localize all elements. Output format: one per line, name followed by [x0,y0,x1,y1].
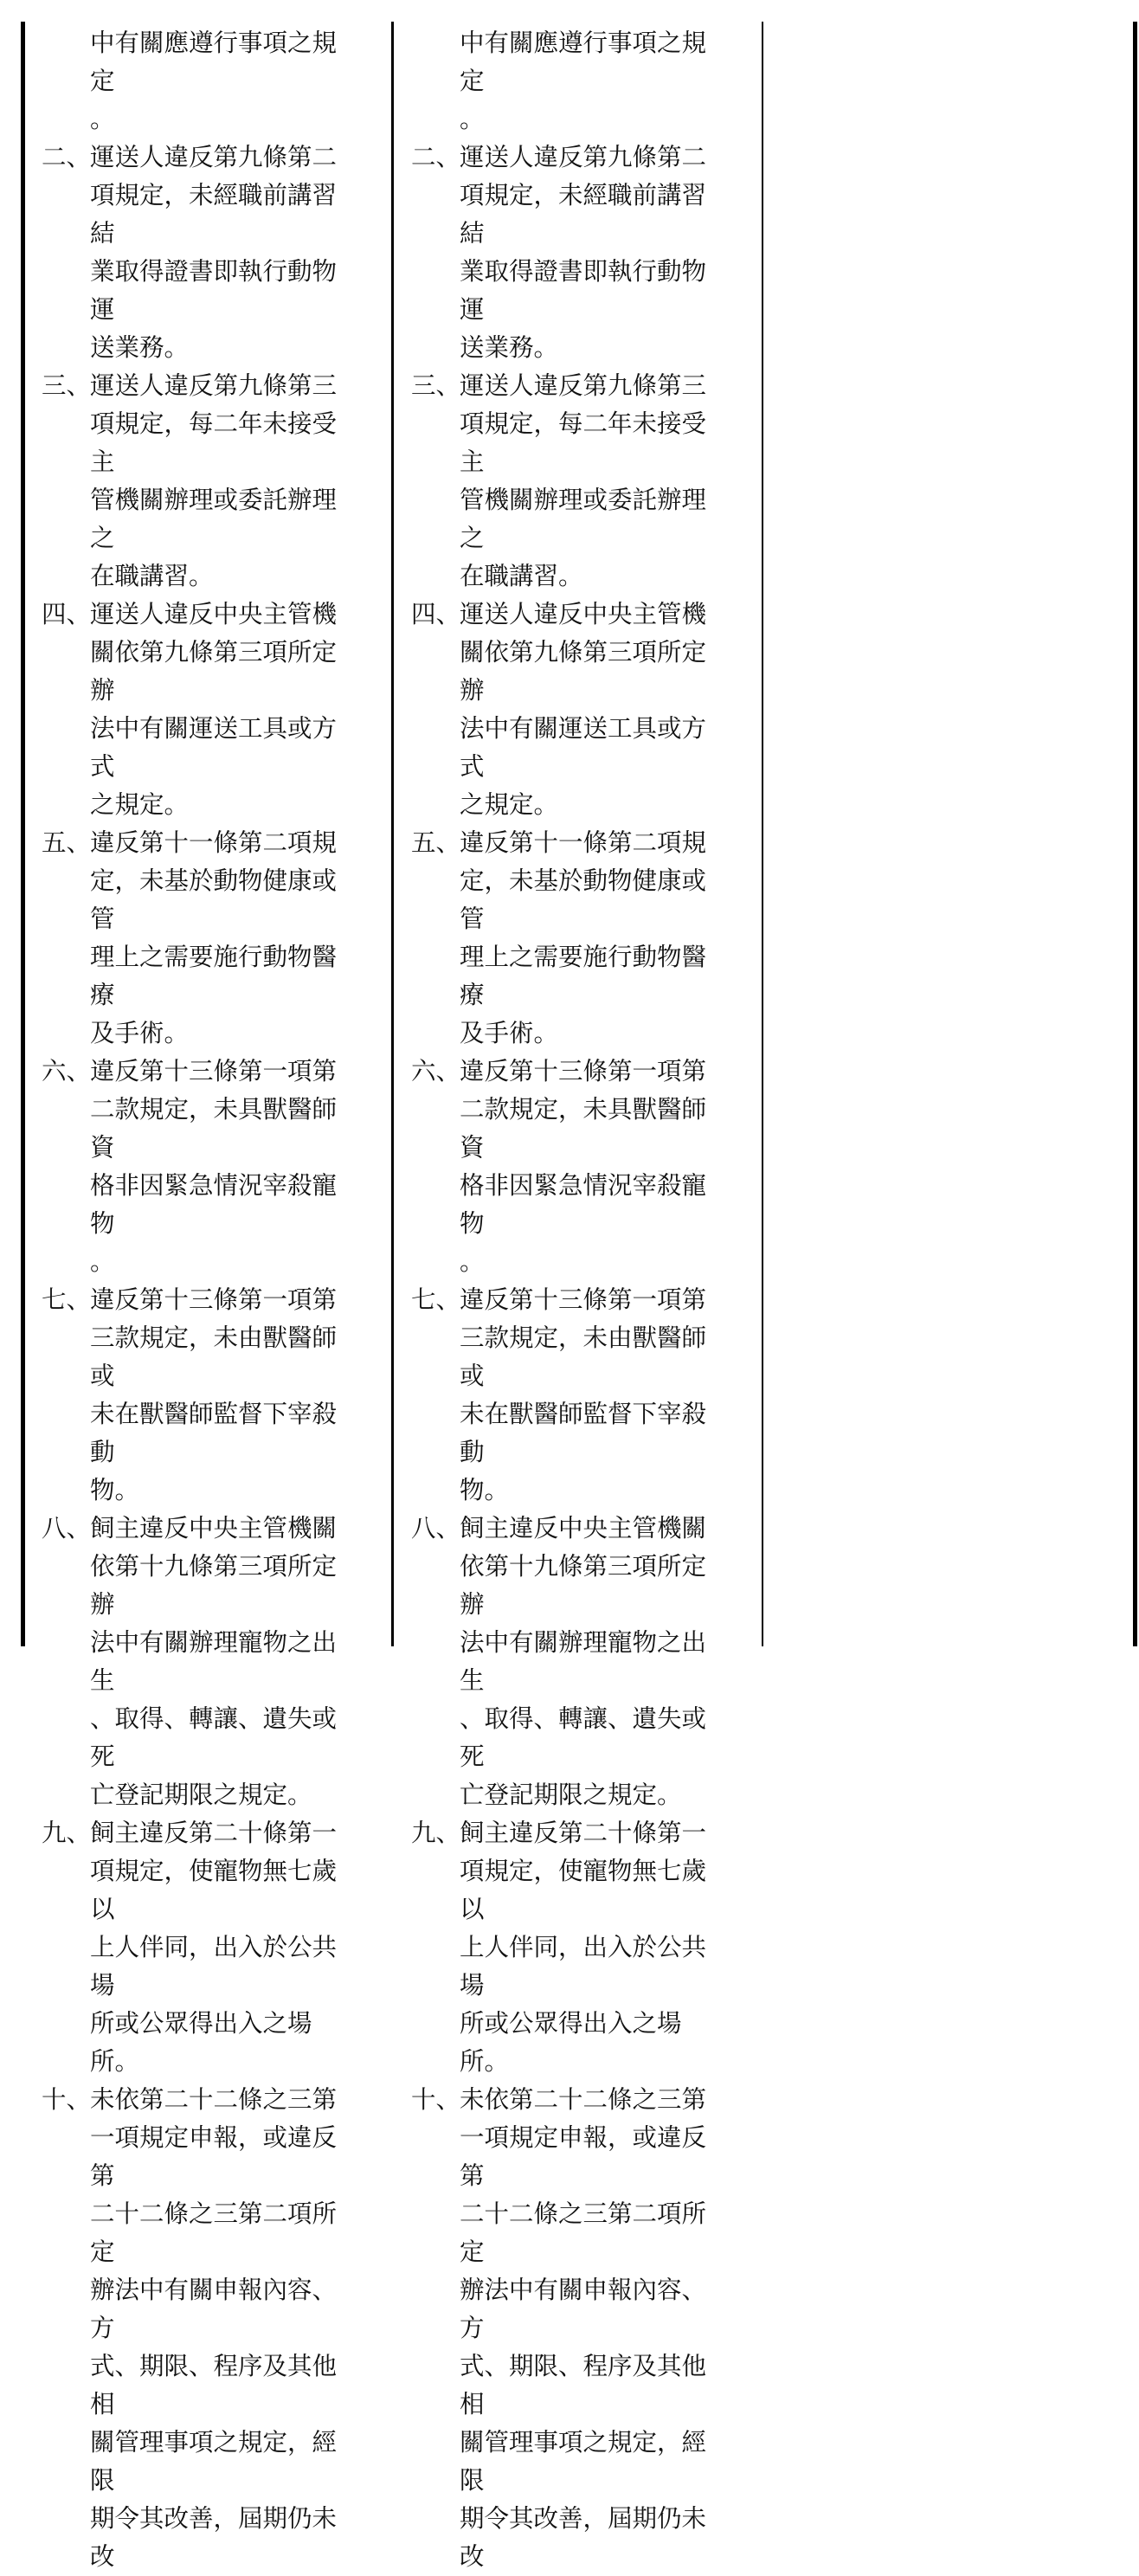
text-line: 運送人違反中央主管機 [90,600,338,628]
text-line: 項規定，使寵物無七歲以 [460,1857,707,1923]
text-line: 期令其改善，屆期仍未改 [90,2504,338,2571]
list-item [411,138,724,367]
text-line: 所或公眾得出入之場所。 [460,2009,682,2076]
text-line: 飼主違反中央主管機關 [90,1514,338,1542]
list-item [42,1053,355,1281]
list-item [42,2081,355,2576]
text-line: 違反第十三條第一項第 [90,1057,338,1085]
text-line: 違反第十三條第一項第 [90,1285,338,1314]
text-line: 二款規定，未具獸醫師資 [460,1095,707,1162]
text-line: 二款規定，未具獸醫師資 [90,1095,338,1162]
item-number: 二、 [42,143,92,171]
list-item [42,1510,355,1814]
column-current-text [411,24,724,2576]
text-line: 項規定，使寵物無七歲以 [90,1857,338,1923]
text-line: 在職講習。 [90,562,214,590]
item-number: 八、 [42,1514,92,1542]
item-number: 三、 [411,371,461,400]
text-line: 物。 [90,1476,140,1504]
text-line: 上人伴同，出入於公共場 [460,1933,707,2000]
text-line: 。 [460,105,485,133]
item-number: 十、 [42,2085,92,2114]
text-line: 中有關應遵行事項之規定 [460,29,707,95]
item-number: 八、 [411,1514,461,1542]
list-item [411,1281,724,1510]
text-line: 之規定。 [90,790,190,819]
text-line: 飼主違反中央主管機關 [460,1514,707,1542]
text-line: 關管理事項之規定，經限 [90,2428,338,2495]
table-right-border [1133,22,1137,1646]
text-line: 違反第十三條第一項第 [460,1285,707,1314]
text-line: 、取得、轉讓、遺失或死 [90,1704,338,1771]
text-line: 未依第二十二條之三第 [90,2085,338,2114]
item-number: 九、 [411,1819,461,1847]
text-line: 所或公眾得出入之場所。 [90,2009,312,2076]
text-line: 。 [90,1247,115,1276]
text-line: 送業務。 [460,333,559,362]
text-line: 關依第九條第三項所定辦 [90,638,338,705]
text-line: 。 [460,1247,485,1276]
list-item [42,596,355,824]
text-line: 業取得證書即執行動物運 [460,257,707,324]
item-number: 七、 [42,1285,92,1314]
list-item [411,367,724,596]
text-line: 法中有關辦理寵物之出生 [90,1628,338,1695]
text-line: 未依第二十二條之三第 [460,2085,707,2114]
text-line: 項規定，未經職前講習結 [460,181,707,248]
text-line: 及手術。 [460,1019,559,1047]
list-item [42,1281,355,1510]
list-item [411,1053,724,1281]
list-item [411,596,724,824]
lead-continuation [61,24,355,138]
item-number: 六、 [42,1057,92,1085]
text-line: 在職講習。 [460,562,583,590]
text-line: 依第十九條第三項所定辦 [460,1552,707,1619]
text-line: 辦法中有關申報內容、方 [460,2276,707,2342]
item-number: 二、 [411,143,461,171]
text-line: 關依第九條第三項所定辦 [460,638,707,705]
text-line: 運送人違反第九條第二 [90,143,338,171]
text-line: 運送人違反第九條第三 [460,371,707,400]
text-line: 物。 [460,1476,510,1504]
item-number: 五、 [42,828,92,857]
text-line: 期令其改善，屆期仍未改 [460,2504,707,2571]
text-line: 違反第十一條第二項規 [90,828,338,857]
text-line: 三款規定，未由獸醫師或 [90,1323,338,1390]
text-line: 之規定。 [460,790,559,819]
text-line: 一項規定申報，或違反第 [460,2123,707,2190]
text-line: 項規定，每二年未接受主 [90,409,338,476]
lead-continuation [430,24,724,138]
text-line: 運送人違反中央主管機 [460,600,707,628]
text-line: 格非因緊急情況宰殺寵物 [460,1171,707,1238]
text-line: 、取得、轉讓、遺失或死 [460,1704,707,1771]
text-line: 項規定，每二年未接受主 [460,409,707,476]
text-line: 式、期限、程序及其他相 [460,2352,707,2418]
text-line: 格非因緊急情況宰殺寵物 [90,1171,338,1238]
text-line: 未在獸醫師監督下宰殺動 [460,1400,707,1466]
text-line: 。 [90,105,115,133]
column-divider-2 [762,22,763,1646]
text-line: 法中有關辦理寵物之出生 [460,1628,707,1695]
item-number: 九、 [42,1819,92,1847]
text-line: 理上之需要施行動物醫療 [460,943,707,1009]
text-line: 依第十九條第三項所定辦 [90,1552,338,1619]
list-item [42,138,355,367]
text-line: 定，未基於動物健康或管 [90,866,338,933]
text-line: 違反第十一條第二項規 [460,828,707,857]
text-line: 辦法中有關申報內容、方 [90,2276,338,2342]
text-line: 管機關辦理或委託辦理之 [90,486,338,552]
column-divider-1 [391,22,394,1646]
text-line: 送業務。 [90,333,190,362]
text-line: 亡登記期限之規定。 [460,1781,682,1809]
item-number: 三、 [42,371,92,400]
text-line: 違反第十三條第一項第 [460,1057,707,1085]
list-item [42,824,355,1053]
list-item [411,824,724,1053]
item-number: 五、 [411,828,461,857]
text-line: 定，未基於動物健康或管 [460,866,707,933]
text-line: 二十二條之三第二項所定 [90,2199,338,2266]
list-item [411,1510,724,1814]
text-line: 三款規定，未由獸醫師或 [460,1323,707,1390]
text-line: 關管理事項之規定，經限 [460,2428,707,2495]
text-line: 法中有關運送工具或方式 [90,714,338,781]
item-number: 四、 [42,600,92,628]
text-line: 理上之需要施行動物醫療 [90,943,338,1009]
text-line: 式、期限、程序及其他相 [90,2352,338,2418]
text-line: 二十二條之三第二項所定 [460,2199,707,2266]
item-number: 六、 [411,1057,461,1085]
list-item [411,1814,724,2081]
text-line: 上人伴同，出入於公共場 [90,1933,338,2000]
text-line: 一項規定申報，或違反第 [90,2123,338,2190]
text-line: 飼主違反第二十條第一 [460,1819,707,1847]
text-line: 飼主違反第二十條第一 [90,1819,338,1847]
text-line: 亡登記期限之規定。 [90,1781,312,1809]
text-line: 未在獸醫師監督下宰殺動 [90,1400,338,1466]
list-item [42,1814,355,2081]
item-number: 十、 [411,2085,461,2114]
text-line: 中有關應遵行事項之規定 [90,29,338,95]
table-left-border [21,22,25,1646]
text-line: 業取得證書即執行動物運 [90,257,338,324]
list-item [411,2081,724,2576]
text-line: 運送人違反第九條第三 [90,371,338,400]
list-item [42,367,355,596]
text-line: 運送人違反第九條第二 [460,143,707,171]
text-line: 及手術。 [90,1019,190,1047]
text-line: 項規定，未經職前講習結 [90,181,338,248]
item-number: 四、 [411,600,461,628]
column-amended-text [42,24,355,2576]
item-number: 七、 [411,1285,461,1314]
text-line: 管機關辦理或委託辦理之 [460,486,707,552]
text-line: 法中有關運送工具或方式 [460,714,707,781]
